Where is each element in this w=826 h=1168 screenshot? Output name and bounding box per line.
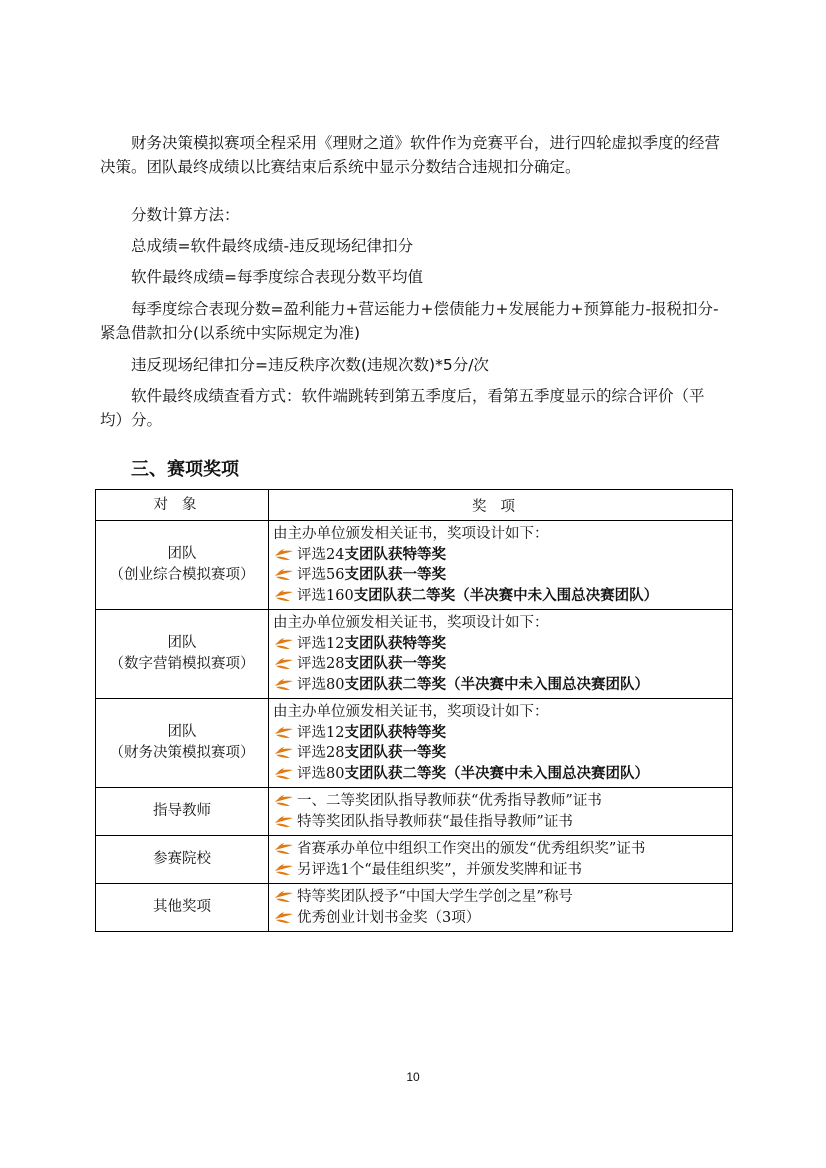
award-item-bold-text: 支团队获特等奖 xyxy=(344,724,446,741)
list-item xyxy=(273,812,732,833)
award-item-bold-text: 支团队获特等奖 xyxy=(344,635,446,652)
list-item xyxy=(273,545,732,566)
award-items-cell xyxy=(269,788,733,836)
award-item-bold-text: 支团队获特等奖 xyxy=(344,546,446,563)
award-item-bold-text: 支团队获一等奖 xyxy=(344,656,446,672)
award-intro: 由主办单位颁发相关证书，奖项设计如下： xyxy=(273,615,549,631)
award-items-cell xyxy=(269,699,733,788)
award-item-text: 评选12 xyxy=(297,724,345,741)
header-award: 奖项 xyxy=(269,490,733,521)
award-item-bold-text: 支团队获二等奖（半决赛中未入围总决赛团队） xyxy=(353,587,659,604)
award-items-cell xyxy=(269,521,733,610)
leaf-bullet-icon xyxy=(273,725,295,741)
award-item-text: 评选80 xyxy=(297,676,345,693)
award-item-text: 评选56 xyxy=(297,567,345,583)
award-object-cell xyxy=(96,610,269,699)
list-item xyxy=(273,654,732,675)
page-number: 10 xyxy=(406,1070,420,1084)
leaf-bullet-icon xyxy=(273,677,295,693)
paragraph-total-score: 总成绩=软件最终成绩-违反现场纪律扣分 xyxy=(131,237,414,255)
award-object-cell xyxy=(96,884,269,932)
list-item xyxy=(273,586,732,607)
award-object-cell xyxy=(96,699,269,788)
table-row xyxy=(96,788,733,836)
table-header-row xyxy=(96,490,733,521)
paragraph-view-method: 软件最终成绩查看方式：软件端跳转到第五季度后，看第五季度显示的综合评价（平均）分。 xyxy=(100,387,705,429)
list-item xyxy=(273,764,732,785)
list-item xyxy=(273,675,732,696)
table-row xyxy=(96,699,733,788)
award-item-text: 评选12 xyxy=(297,635,345,652)
award-object-name: 其他奖项 xyxy=(153,899,211,915)
leaf-bullet-icon xyxy=(273,745,295,761)
award-item-bold-text: 支团队获一等奖 xyxy=(344,567,446,583)
leaf-bullet-icon xyxy=(273,567,295,583)
leaf-bullet-icon xyxy=(273,766,295,782)
paragraph-quarter-score: 每季度综合表现分数=盈利能力+营运能力+偿债能力+发展能力+预算能力-报税扣分-紧急借款扣分(以系统中实际规定为准) xyxy=(100,300,719,342)
award-item-bold-text: 支团队获二等奖（半决赛中未入围总决赛团队） xyxy=(344,676,649,693)
leaf-bullet-icon xyxy=(273,793,295,809)
paragraph-discipline-deduction: 违反现场纪律扣分=违反秩序次数(违规次数)*5分/次 xyxy=(131,356,489,374)
award-item-text: 评选24 xyxy=(297,546,345,563)
award-object-cell xyxy=(96,836,269,884)
list-item xyxy=(273,860,732,881)
award-object-name: 参赛院校 xyxy=(153,851,211,867)
award-object-name: 团队 xyxy=(167,724,197,740)
award-item-text: 优秀创业计划书金奖（3项） xyxy=(297,909,481,926)
award-rows xyxy=(96,521,733,932)
paragraph-intro: 财务决策模拟赛项全程采用《理财之道》软件作为竞赛平台，进行四轮虚拟季度的经营决策。团队最终成绩以比赛结束后系统中显示分数结合违规扣分确定。 xyxy=(100,134,721,176)
award-item-bold-text: 支团队获二等奖（半决赛中未入围总决赛团队） xyxy=(344,765,649,782)
award-object-cell xyxy=(96,521,269,610)
leaf-bullet-icon xyxy=(273,862,295,878)
table-row xyxy=(96,610,733,699)
section-title: 三、赛项奖项 xyxy=(131,459,239,480)
award-items-cell xyxy=(269,884,733,932)
leaf-bullet-icon xyxy=(273,656,295,672)
award-intro: 由主办单位颁发相关证书，奖项设计如下： xyxy=(273,526,549,542)
leaf-bullet-icon xyxy=(273,910,295,926)
paragraph-software-score: 软件最终成绩=每季度综合表现分数平均值 xyxy=(131,268,423,286)
award-item-text: 评选80 xyxy=(297,765,345,782)
list-item xyxy=(273,565,732,586)
award-item-text: 评选160 xyxy=(297,587,354,604)
list-item xyxy=(273,839,732,860)
list-item xyxy=(273,743,732,764)
award-item-text: 一、二等奖团队指导教师获“优秀指导教师”证书 xyxy=(297,793,602,809)
table-row xyxy=(96,884,733,932)
list-item xyxy=(273,791,732,812)
leaf-bullet-icon xyxy=(273,889,295,905)
award-object-name: 指导教师 xyxy=(153,803,211,819)
paragraph-score-method: 分数计算方法： xyxy=(131,206,240,224)
award-intro: 由主办单位颁发相关证书，奖项设计如下： xyxy=(273,704,549,720)
leaf-bullet-icon xyxy=(273,814,295,830)
awards-table xyxy=(95,489,733,932)
award-item-text: 省赛承办单位中组织工作突出的颁发“优秀组织奖”证书 xyxy=(297,841,646,857)
list-item xyxy=(273,723,732,744)
leaf-bullet-icon xyxy=(273,588,295,604)
award-object-cell xyxy=(96,788,269,836)
award-item-text: 特等奖团队授予“中国大学生学创之星”称号 xyxy=(297,889,573,905)
table-row xyxy=(96,521,733,610)
award-items-cell xyxy=(269,610,733,699)
award-item-text: 评选28 xyxy=(297,656,345,672)
list-item xyxy=(273,634,732,655)
leaf-bullet-icon xyxy=(273,841,295,857)
award-object-name: 团队 xyxy=(167,546,197,562)
award-item-text: 另评选1个“最佳组织奖”，并颁发奖牌和证书 xyxy=(297,861,583,878)
leaf-bullet-icon xyxy=(273,547,295,563)
award-object-subname: （数字营销模拟赛项） xyxy=(109,656,255,672)
award-item-bold-text: 支团队获一等奖 xyxy=(344,745,446,761)
header-object: 对象 xyxy=(96,490,269,521)
award-item-text: 特等奖团队指导教师获“最佳指导教师”证书 xyxy=(297,813,573,830)
award-item-text: 评选28 xyxy=(297,745,345,761)
list-item xyxy=(273,908,732,929)
award-object-subname: （财务决策模拟赛项） xyxy=(109,745,255,761)
award-object-name: 团队 xyxy=(167,635,197,651)
leaf-bullet-icon xyxy=(273,636,295,652)
list-item xyxy=(273,887,732,908)
table-row xyxy=(96,836,733,884)
award-object-subname: （创业综合模拟赛项） xyxy=(109,567,255,583)
award-items-cell xyxy=(269,836,733,884)
